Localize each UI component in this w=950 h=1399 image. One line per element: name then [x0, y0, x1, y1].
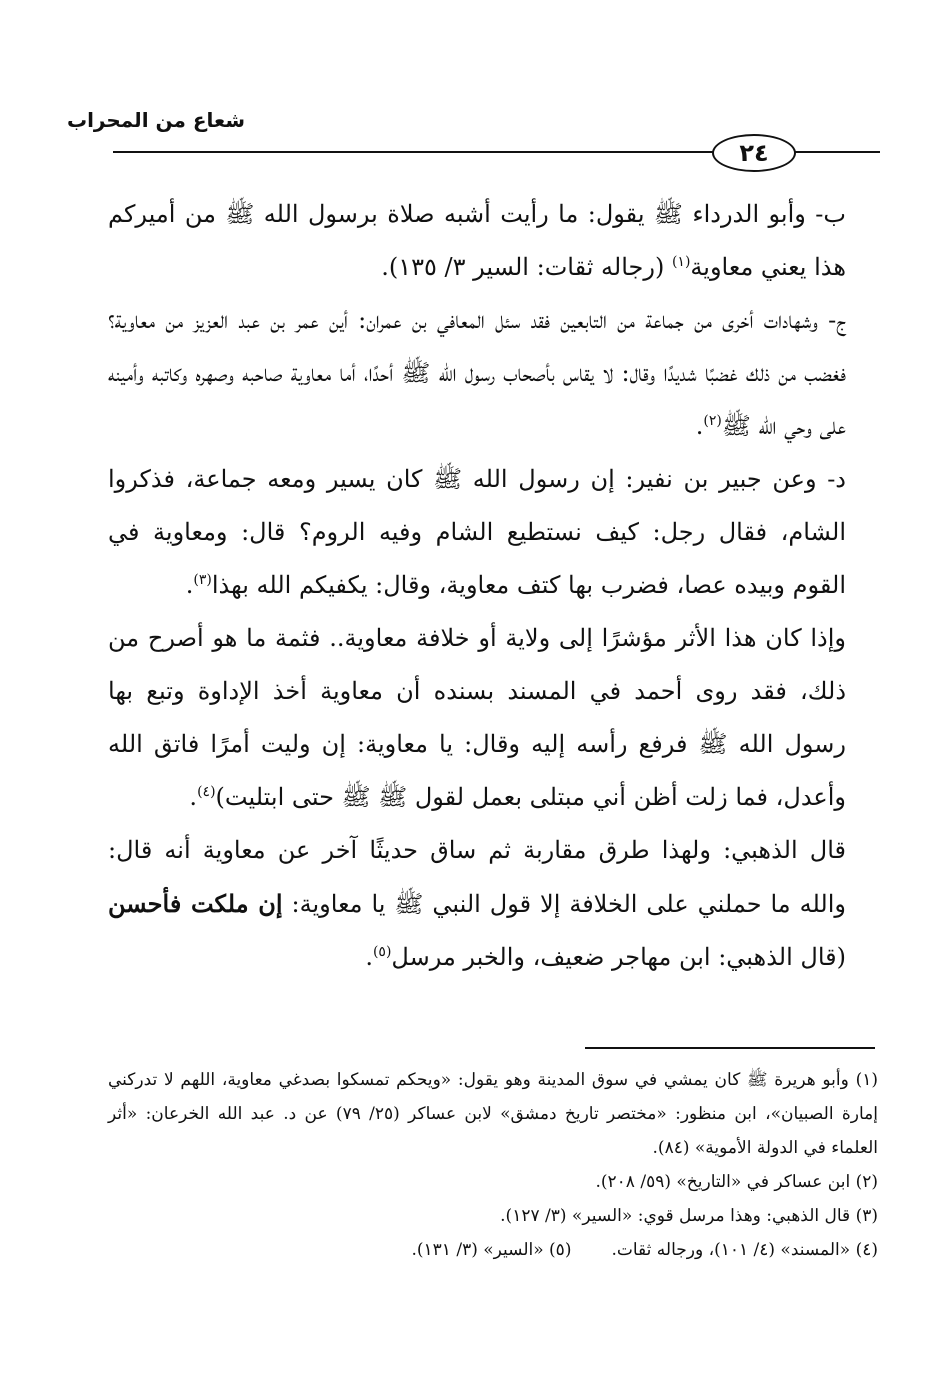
paragraph-text: (رجاله ثقات: السير ٣/ ١٣٥).: [381, 253, 672, 281]
footnote-4-5: [108, 1233, 878, 1267]
paragraph-text: .: [365, 943, 373, 971]
paragraph-text: وإذا كان هذا الأثر مؤشرًا إلى ولاية أو خلافة معاوية.. فثمة ما هو أصرح من ذلك، فقد روى أحمد في المسند بسنده أن معاوية أخذ الإداوة وتبع بها رسول الله ﷺ فرفع رأسه إليه وقال: يا معاوية: إن وليت أمرًا فاتق الله وأعدل، فما زلت أظن أني مبتلى بعمل لقول ﷺ ﷺ حتى ابتليت): [108, 624, 846, 811]
paragraph-text: .: [695, 412, 704, 440]
footnote-5: (٥) «السير» (٣/ ١٣١).: [411, 1240, 572, 1260]
paragraph-dhahabi: [108, 824, 878, 984]
running-header-title: شعاع من المحراب: [66, 108, 245, 132]
footnote-ref-4[interactable]: (٤): [197, 784, 216, 800]
page-number-badge: [712, 134, 796, 172]
footnote-ref-3[interactable]: (٣): [193, 572, 212, 588]
bold-quote: إن ملكت فأحسن: [108, 889, 283, 918]
paragraph-text: .: [189, 783, 198, 811]
footnote-separator: [585, 1047, 875, 1049]
paragraph-text: ج- وشهادات أخرى من جماعة من التابعين فقد سئل المعافي بن عمران: أين عمر بن عبد العزيز من معاوية؟ فغضب من ذلك غضبًا شديدًا وقال: لا يقاس بأصحاب رسول الله ﷺ أحدًا، أما معاوية صاحبه وصهره وكاتبه وأمينه على وحي الله ﷺ: [108, 306, 846, 440]
paragraph-text: (قال الذهبي: ابن مهاجر ضعيف، والخبر مرسل: [391, 943, 846, 971]
footnote-3: (٣) قال الذهبي: وهذا مرسل قوي: «السير» (٣/ ١٢٧).: [500, 1206, 878, 1226]
paragraph-j: [108, 294, 878, 453]
footnote-4: (٤) «المسند» (٤/ ١٠١)، ورجاله ثقات.: [611, 1240, 878, 1260]
footnote-ref-2[interactable]: (٢): [703, 413, 722, 429]
paragraph-text: د- وعن جبير بن نفير: إن رسول الله ﷺ كان يسير ومعه جماعة، فذكروا الشام، فقال رجل: كيف نستطيع الشام وفيه الروم؟ قال: ومعاوية في القوم وبيده عصا، فضرب بها كتف معاوية، وقال: يكفيكم الله بهذا: [108, 465, 846, 599]
paragraph-musnad: [108, 612, 878, 824]
main-text: [108, 188, 878, 984]
paragraph-b: [108, 188, 878, 294]
paragraph-text: قال الذهبي: ولهذا طرق مقاربة ثم ساق حديثًا آخر عن معاوية أنه قال: والله ما حملني على الخلافة إلا قول النبي ﷺ يا معاوية:: [108, 836, 846, 918]
footnote-ref-1[interactable]: (١): [671, 254, 691, 270]
footnotes: [108, 1063, 878, 1267]
footnote-1: (١) وأبو هريرة ﷺ كان يمشي في سوق المدينة وهو يقول: «ويحكم تمسكوا بصدغي معاوية، اللهم لا تدركني إمارة الصبيان»، ابن منظور: «مختصر تاريخ دمشق» لابن عساكر (٢٥/ ٧٩) عن د. عبد الله الخرعان: «أثر العلماء في الدولة الأموية» (٨٤).: [108, 1070, 878, 1158]
page-number: ٢٤: [739, 139, 769, 167]
paragraph-text: ب- وأبو الدرداء ﷺ يقول: ما رأيت أشبه صلاة برسول الله ﷺ من أميركم هذا يعني معاوية: [108, 200, 846, 281]
footnote-ref-5[interactable]: (٥): [372, 944, 392, 960]
paragraph-text: .: [185, 571, 194, 599]
paragraph-d: [108, 453, 878, 612]
footnote-2: (٢) ابن عساكر في «التاريخ» (٥٩/ ٢٠٨).: [595, 1172, 878, 1192]
